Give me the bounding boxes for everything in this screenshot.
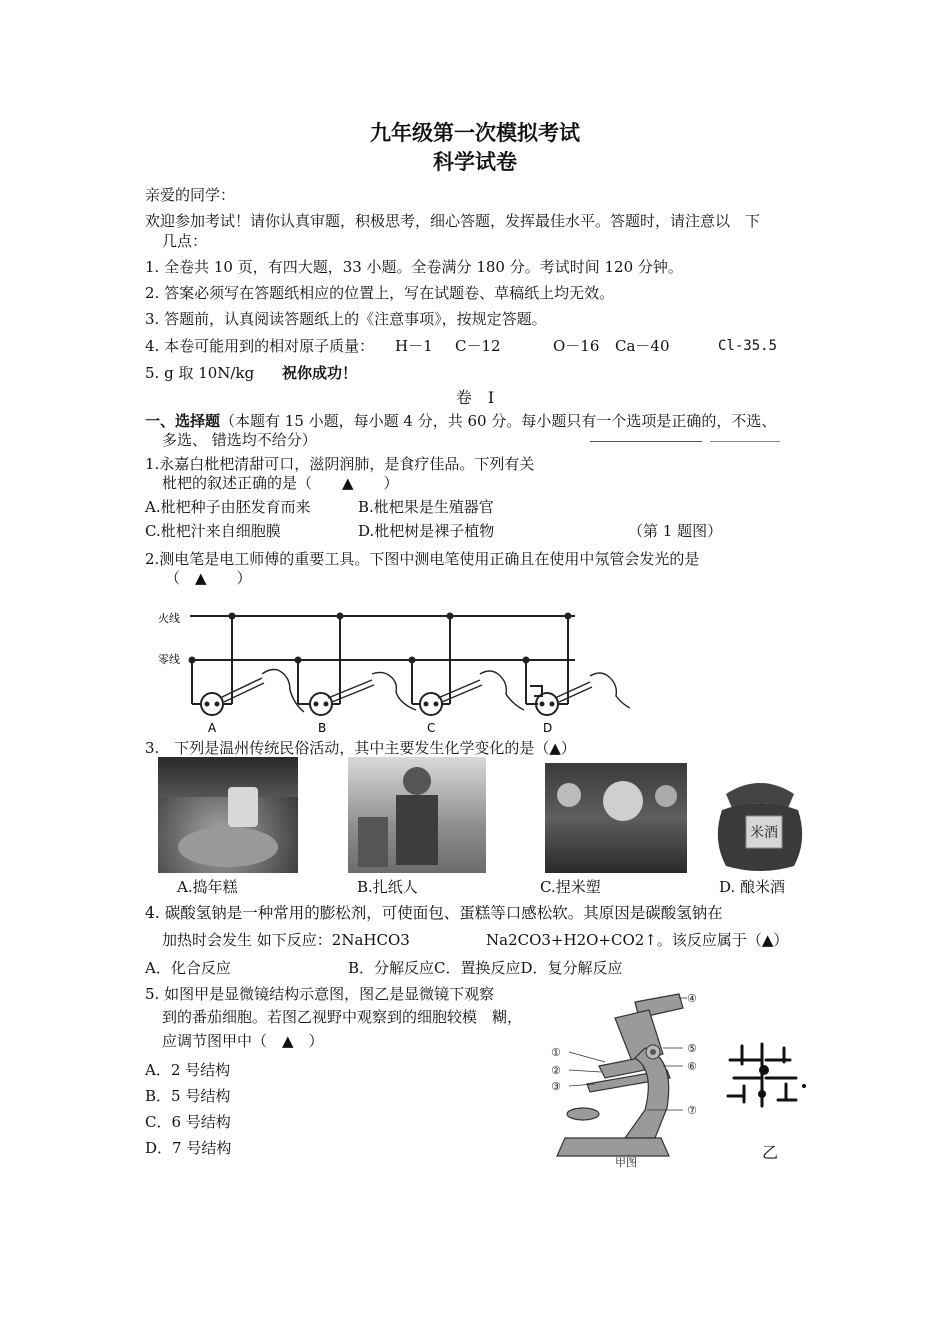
q1-option-c: C.枇杷汁来自细胞膜	[145, 522, 281, 540]
q4-option-a: A．化合反应	[145, 959, 231, 977]
rice-figure	[557, 783, 581, 807]
marker-2: ②	[551, 1064, 561, 1077]
marker-6: ⑥	[687, 1060, 697, 1073]
q5-option-a: A．2 号结构	[145, 1061, 231, 1079]
circuit-label-b: B	[318, 721, 327, 735]
q1-option-d: D.枇杷树是裸子植物	[358, 522, 495, 540]
q3-caption-b: B.扎纸人	[357, 878, 418, 896]
circuit-label-a: A	[208, 721, 217, 735]
q1-stem-2: 枇杷的叙述正确的是（ ▲ ）	[162, 474, 399, 492]
circuit-label-c: C	[427, 721, 436, 735]
section-heading-rest: （本题有 15 小题，每小题 4 分，共 60 分。每小题只有一个选项是正确的，不选、	[220, 412, 777, 430]
intro-line-1: 欢迎参加考试！请你认真审题，积极思考，细心答题，发挥最佳水平。答题时，请注意以 下	[145, 212, 761, 230]
q2-stem-2: （ ▲ ）	[165, 569, 252, 587]
marker-3: ③	[551, 1080, 561, 1093]
note-3: 3. 答题前，认真阅读答题纸上的《注意事项》，按规定答题。	[145, 310, 547, 328]
q2-stem-1: 2.测电笔是电工师傅的重要工具。下图中测电笔使用正确且在使用中氖管会发光的是	[145, 550, 700, 568]
q5-option-d: D．7 号结构	[145, 1139, 232, 1157]
stone-mortar	[178, 827, 278, 867]
q1-figure-caption: （第 1 题图）	[628, 522, 723, 540]
wish: 祝你成功！	[282, 364, 358, 382]
q4-stem-1: 4. 碳酸氢钠是一种常用的膨松剂，可使面包、蛋糕等口感松软。其原因是碳酸氢钠在	[145, 904, 723, 922]
q3-caption-a: A.捣年糕	[177, 878, 238, 896]
marker-1: ①	[551, 1046, 561, 1059]
rice-figure	[655, 785, 677, 807]
figure-yi-label: 乙	[762, 1143, 779, 1162]
q3-stem: 3. 下列是温州传统民俗活动，其中主要发生化学变化的是（▲）	[145, 739, 576, 757]
note-5: 5. g 取 10N/kg	[145, 364, 255, 382]
q5-stem-2: 到的番茄细胞。若图乙视野中观察到的细胞较模 糊，	[162, 1008, 523, 1026]
q5-stem-3: 应调节图甲中（ ▲ ）	[162, 1032, 324, 1050]
photo-pounding-rice-cake	[158, 757, 298, 873]
marker-4: ④	[687, 992, 697, 1005]
note-2: 2. 答案必须写在答题纸相应的位置上，写在试题卷、草稿纸上均无效。	[145, 284, 615, 302]
photo-paper-figure	[348, 757, 486, 873]
divider-line	[710, 441, 780, 442]
q3-caption-d: D. 酿米酒	[719, 878, 786, 896]
mass-o: O－16	[553, 337, 600, 355]
test-pen-circuit-diagram	[150, 600, 630, 740]
section-heading	[145, 411, 776, 431]
jar-label: 米酒	[750, 825, 778, 841]
q5-option-c: C．6 号结构	[145, 1113, 231, 1131]
mass-c: C－12	[455, 337, 501, 355]
page-title: 九年级第一次模拟考试	[370, 120, 580, 145]
live-wire-label: 火线	[158, 612, 180, 625]
q1-option-b: B.枇杷果是生殖器官	[358, 498, 494, 516]
q5-stem-1: 5. 如图甲是显微镜结构示意图，图乙是显微镜下观察	[145, 985, 495, 1003]
q5-option-b: B．5 号结构	[145, 1087, 231, 1105]
circuit-label-d: D	[543, 721, 553, 735]
neutral-wire-label: 零线	[158, 653, 180, 666]
divider-line	[590, 441, 702, 442]
q4-stem-2a: 加热时会发生 如下反应：2NaHCO3	[162, 931, 410, 949]
marker-7: ⑦	[687, 1104, 697, 1117]
q4-option-bcd: B．分解反应C．置换反应D．复分解反应	[348, 959, 623, 977]
figure-head	[403, 767, 431, 795]
marker-5: ⑤	[687, 1042, 697, 1055]
q1-option-a: A.枇杷种子由胚发育而来	[145, 498, 311, 516]
tomato-cell-view	[722, 1030, 814, 1110]
hammer-head	[228, 787, 258, 827]
rice-figure-pig	[603, 781, 643, 821]
mass-cl: Cl-35.5	[718, 338, 778, 354]
figure-body	[396, 795, 438, 865]
photo-rice-wine-jar	[712, 770, 808, 872]
mass-ca: Ca－40	[615, 337, 670, 355]
note-4-label: 4. 本卷可能用到的相对原子质量：	[145, 337, 375, 355]
page-subtitle: 科学试卷	[433, 149, 517, 174]
note-1: 1. 全卷共 10 页，有四大题，33 小题。全卷满分 180 分。考试时间 120 分钟。	[145, 258, 683, 276]
photo-rice-sculpture	[545, 763, 687, 873]
figure-jia-label: 甲图	[615, 1156, 637, 1169]
q3-caption-c: C.捏米塑	[540, 878, 601, 896]
microscope-diagram	[545, 988, 715, 1170]
volume-heading: 卷 I	[455, 388, 495, 407]
paper-flag	[358, 817, 388, 867]
section-heading-cont: 多选、 错选均不给分）	[162, 431, 317, 449]
q4-stem-2b: Na2CO3+H2O+CO2↑。该反应属于（▲）	[486, 931, 789, 949]
q1-stem-1: 1.永嘉白枇杷清甜可口，滋阴润肺，是食疗佳品。下列有关	[145, 455, 535, 473]
intro-line-2: 几点：	[162, 232, 208, 250]
greeting: 亲爱的同学：	[145, 186, 236, 204]
section-heading-bold: 一、选择题	[145, 412, 221, 430]
mass-h: H－1	[395, 337, 433, 355]
